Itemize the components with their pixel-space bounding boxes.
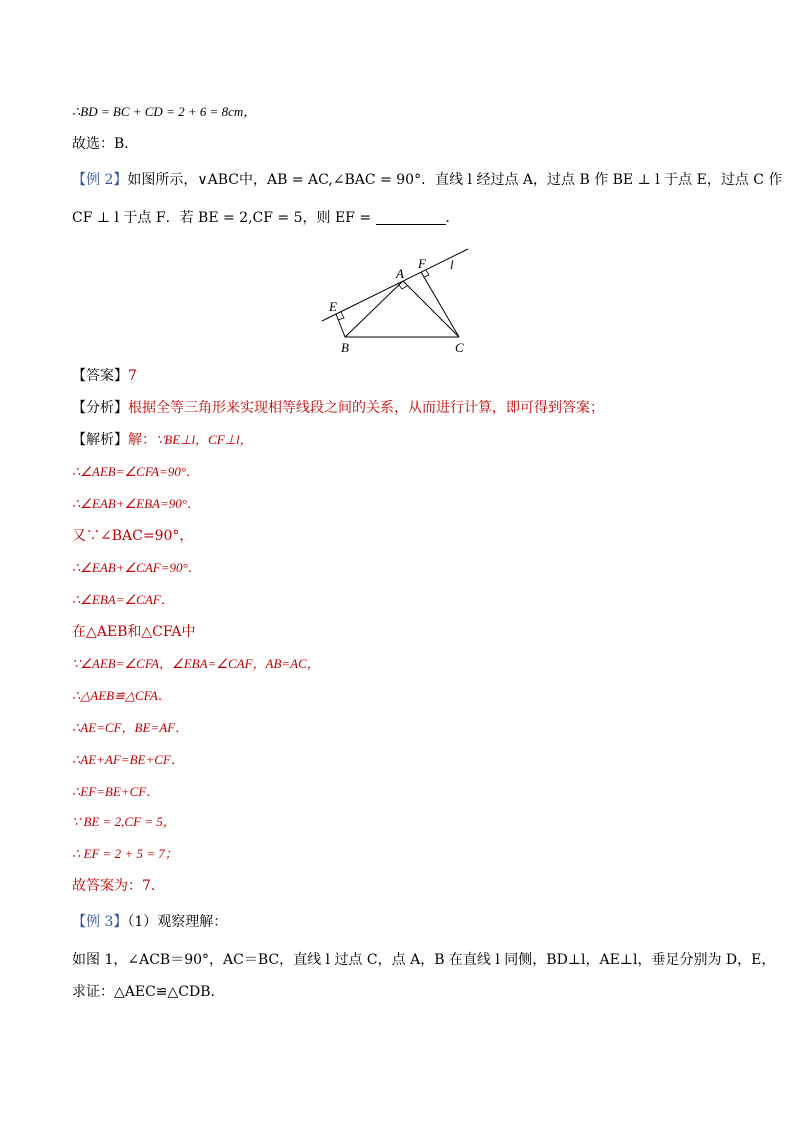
solution-step-5: ∴∠EAB+∠CAF=90°． (72, 560, 201, 575)
solution-step-9: ∴△AEB≌△CFA． (72, 688, 171, 703)
solution-line: 【解析】解：∵BE⊥l，CF⊥l， (72, 432, 253, 448)
solution-final: 故答案为：7． (72, 878, 165, 894)
example-3-title: 【例 3】（1）观察理解： (72, 914, 228, 930)
solution-step-2: ∴∠AEB=∠CFA=90°． (72, 464, 200, 479)
answer-line: 【答案】7 (72, 368, 137, 384)
answer-blank (376, 210, 446, 225)
solution-step-14: ∴ EF = 2 + 5 = 7； (72, 846, 178, 861)
solution-step-6: ∴∠EBA=∠CAF． (72, 592, 174, 607)
example-2-question-line2: CF ⊥ l 于点 F．若 BE = 2,CF = 5，则 EF = ． (72, 210, 460, 226)
label-F: F (418, 256, 426, 271)
solution-step-3: ∴∠EAB+∠EBA=90°． (72, 496, 200, 511)
example-3-question-line2: 求证：△AEC≌△CDB． (72, 984, 225, 1000)
label-B: B (341, 340, 349, 355)
solution-step-13: ∵ BE = 2,CF = 5， (72, 814, 176, 829)
solution-step-4: 又∵∠BAC=90°， (72, 528, 194, 544)
example-3-tag: 【例 3】 (72, 914, 128, 930)
segment-AB (345, 281, 403, 337)
prev-conclusion: ∴BD = BC + CD = 2 + 6 = 8cm， (72, 104, 257, 119)
example-2-question-line1: 【例 2】如图所示，∨ABC中，AB = AC,∠BAC = 90°．直线 l 经过点 A，过点 B 作 BE ⊥ l 于点 E，过点 C 作 (72, 172, 783, 188)
label-E: E (329, 299, 337, 314)
solution-step-7: 在△AEB和△CFA中 (72, 624, 196, 640)
right-angle-F (424, 270, 429, 277)
solution-step-11: ∴AE+AF=BE+CF． (72, 752, 184, 767)
solution-step-8: ∵∠AEB=∠CFA，∠EBA=∠CAF，AB=AC， (72, 656, 320, 671)
solution-step-12: ∴EF=BE+CF． (72, 784, 160, 799)
analysis-line: 【分析】根据全等三角形来实现相等线段之间的关系，从而进行计算，即可得到答案； (72, 400, 604, 416)
line-l (322, 249, 468, 321)
label-C: C (455, 340, 464, 355)
label-A: A (396, 266, 404, 281)
example-2-tag: 【例 2】 (72, 172, 128, 188)
label-l: l (450, 257, 454, 272)
example-3-question-line1: 如图 1，∠ACB＝90°，AC＝BC，直线 l 过点 C，点 A，B 在直线 l 同侧，BD⊥l，AE⊥l，垂足分别为 D，E， (72, 952, 776, 968)
solution-step-10: ∴AE=CF，BE=AF． (72, 720, 189, 735)
triangle-figure (318, 244, 478, 356)
prev-choice: 故选：B． (72, 136, 139, 152)
